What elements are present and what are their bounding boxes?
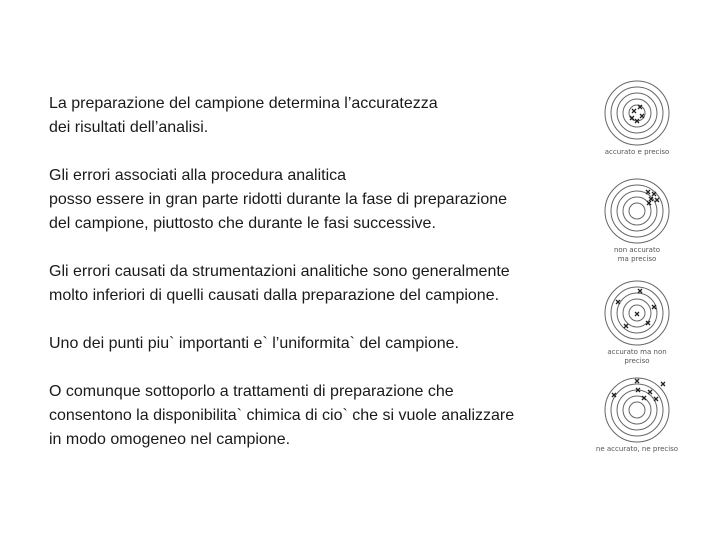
target-label: non accurato ma preciso	[614, 246, 660, 263]
target-accurate-not-precise	[594, 278, 680, 366]
target-label: accurato e preciso	[604, 148, 670, 156]
target-not-accurate-not-precise	[594, 375, 680, 454]
target-icon	[602, 278, 672, 348]
target-icon	[602, 176, 672, 246]
paragraph: Uno dei punti piu` importanti e` l’uniformita` del campione.	[49, 335, 459, 352]
paragraph: O comunque sottoporlo a trattamenti di preparazione che consentono la disponibilita` chimica di cio` che si vuole analizzare in modo omogeneo nel campione.	[49, 383, 515, 448]
target-icon	[602, 78, 672, 148]
target-accurate-precise	[594, 78, 680, 157]
main-text	[49, 92, 589, 452]
paragraph: Gli errori associati alla procedura analitica posso essere in gran parte ridotti durante la fase di preparazione del campione, piuttosto che durante le fasi successive.	[49, 167, 508, 232]
target-icon	[602, 375, 672, 445]
target-not-accurate-precise	[594, 176, 680, 264]
paragraph: Gli errori causati da strumentazioni analitiche sono generalmente molto inferiori di quelli causati dalla preparazione del campione.	[49, 263, 510, 304]
paragraph: La preparazione del campione determina l’accuratezza dei risultati dell’analisi.	[49, 95, 438, 136]
target-label: ne accurato, ne preciso	[595, 445, 679, 453]
target-label: accurato ma non preciso	[607, 348, 667, 365]
